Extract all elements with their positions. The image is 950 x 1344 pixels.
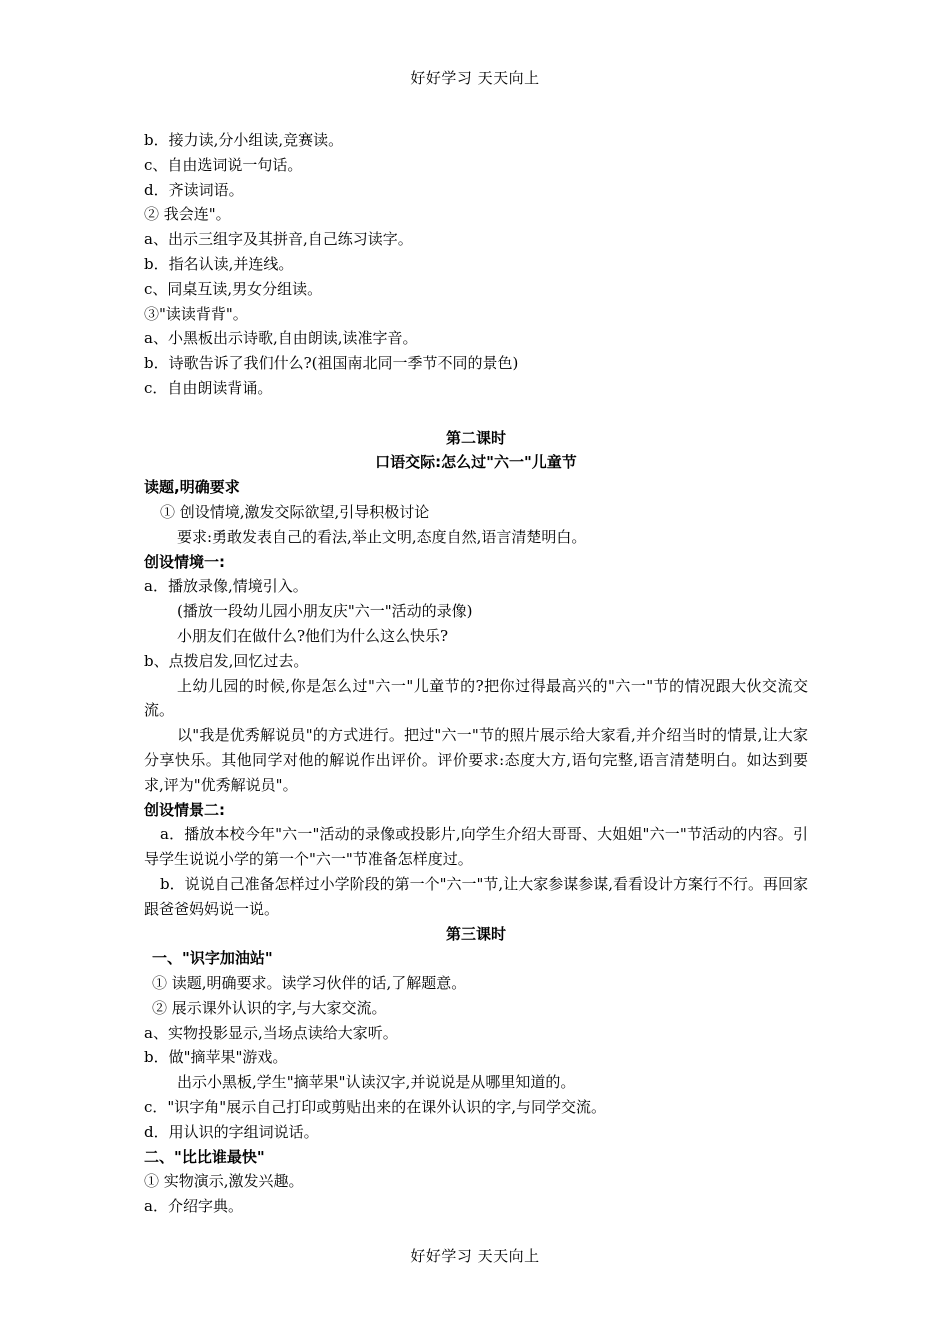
text-line: a．介绍字典。 [144,1197,243,1216]
paragraph: b．说说自己准备怎样过小学阶段的第一个"六一"节,让大家参谋参谋,看看设计方案行不行。再回家跟爸爸妈妈说一说。 [144,874,808,918]
text-line: b．诗歌告诉了我们什么?(祖国南北同一季节不同的景色) [144,354,519,373]
text-line: b．指名认读,并连线。 [144,254,294,273]
document-body [144,128,808,1219]
text-line: c、同桌互读,男女分组读。 [144,279,323,298]
text-line: b．接力读,分小组读,竞赛读。 [144,131,344,149]
text-line: ① 创设情境,激发交际欲望,引导积极讨论 [160,502,430,521]
text-line: d．齐读词语。 [144,180,244,199]
text-line: 出示小黑板,学生"摘苹果"认读汉字,并说说是从哪里知道的。 [177,1073,576,1092]
paragraph: a．播放本校今年"六一"活动的录像或投影片,向学生介绍大哥哥、大姐姐"六一"节活动的内容。引导学生说说小学的第一个"六一"节准备怎样度过。 [144,825,808,869]
paragraph: 以"我是优秀解说员"的方式进行。把过"六一"节的照片展示给大家看,并介绍当时的情景,让大家分享快乐。其他同学对他的解说作出评价。评价要求:态度大方,语句完整,语言清楚明白。如达到要求,评为"优秀解说员"。 [144,726,808,794]
section-heading: 二、"比比谁最快" [144,1147,265,1166]
text-line: ② 我会连"。 [144,205,231,224]
spacer [144,401,808,426]
text-line: (播放一段幼儿园小朋友庆"六一"活动的录像) [177,602,473,621]
paragraph: 上幼儿园的时候,你是怎么过"六一"儿童节的?把你过得最高兴的"六一"节的情况跟大伙交流交流。 [144,676,808,720]
section-heading: 创设情境一: [144,552,225,571]
text-line: d．用认识的字组词说话。 [144,1122,319,1141]
section-heading: 读题,明确要求 [144,478,240,497]
section-heading: 创设情景二: [144,800,225,819]
text-line: c．"识字角"展示自己打印或剪贴出来的在课外认识的字,与同学交流。 [144,1098,606,1117]
text-line: a、实物投影显示,当场点读给大家听。 [144,1023,398,1042]
lesson3-title: 第三课时 [445,924,506,943]
lesson2-title: 第二课时 [445,428,506,447]
section-heading: 一、"识字加油站" [152,949,273,968]
text-line: ② 展示课外认识的字,与大家交流。 [152,998,387,1017]
lesson2-subtitle: 口语交际:怎么过"六一"儿童节 [375,453,577,472]
text-line: ① 实物演示,激发兴趣。 [144,1172,304,1191]
text-line: 要求:勇敢发表自己的看法,举止文明,态度自然,语言清楚明白。 [177,527,587,546]
text-line: a、出示三组字及其拼音,自己练习读字。 [144,230,413,249]
text-line: b、点拨启发,回忆过去。 [144,651,309,670]
page-header: 好好学习 天天向上 [410,69,540,87]
text-line: a．播放录像,情境引入。 [144,577,308,596]
page-footer: 好好学习 天天向上 [410,1247,540,1265]
text-line: b．做"摘苹果"游戏。 [144,1048,288,1067]
text-line: ③"读读背背"。 [144,304,248,323]
text-line: c．自由朗读背诵。 [144,378,273,397]
text-line: 小朋友们在做什么?他们为什么这么快乐? [177,626,449,645]
text-line: c、自由选词说一句话。 [144,155,303,174]
text-line: ① 读题,明确要求。读学习伙伴的话,了解题意。 [152,974,467,993]
text-line: a、小黑板出示诗歌,自由朗读,读准字音。 [144,329,418,348]
